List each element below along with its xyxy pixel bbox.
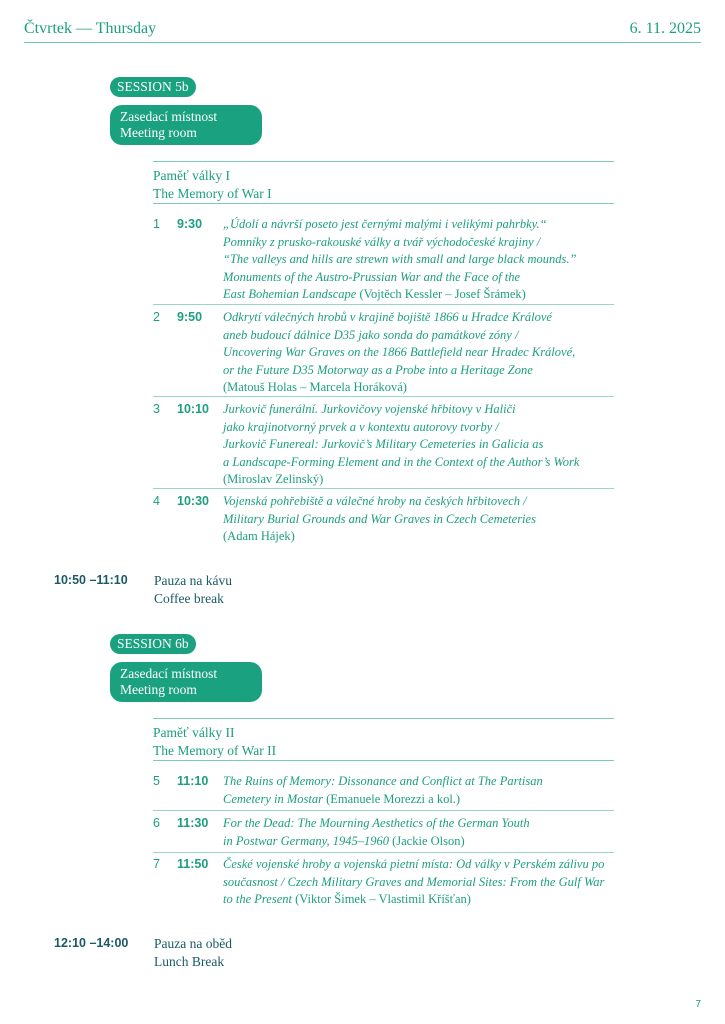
talk-title: Jurkovič funerální. Jurkovičovy vojenské hřbitovy v Haliči jako krajinotvorný prvek a v kontextu autorovy tvorby / Jurkovič Funereal: Jurkovič’s Military Cemeteries in Galicia as a Landscape-Forming Element and in the Context of the Author’s Work — [223, 402, 580, 469]
talk-number: 2 — [153, 310, 160, 324]
talk-title: Vojenská pohřebiště a válečné hroby na českých hřbitovech / Military Burial Grounds and War Graves in Czech Cemeteries — [223, 494, 536, 526]
break-label: Pauza na oběd Lunch Break — [154, 936, 232, 969]
divider — [153, 488, 614, 489]
break-label: Pauza na kávu Coffee break — [154, 573, 232, 606]
session-6b-badge: SESSION 6b — [110, 634, 196, 654]
talk-5 — [153, 773, 653, 809]
talk-number: 7 — [153, 857, 160, 871]
talk-number: 4 — [153, 494, 160, 508]
divider — [153, 396, 614, 397]
divider — [153, 304, 614, 305]
talk-number: 5 — [153, 774, 160, 788]
session-6b-title: Paměť války II The Memory of War II — [153, 718, 614, 761]
talk-title: The Ruins of Memory: Dissonance and Conflict at The Partisan Cemetery in Mostar — [223, 774, 543, 806]
talk-authors: (Viktor Šimek – Vlastimil Kříšťan) — [291, 892, 471, 906]
session-5b-title: Paměť války I The Memory of War I — [153, 161, 614, 204]
lunch-break — [54, 936, 454, 972]
talk-authors: (Miroslav Zelinský) — [223, 472, 324, 486]
talk-3 — [153, 401, 653, 487]
talk-1 — [153, 216, 653, 304]
header-day: Čtvrtek — Thursday — [24, 20, 157, 37]
break-time: 10:50 –11:10 — [54, 573, 128, 587]
talk-authors: (Jackie Olson) — [388, 833, 465, 848]
page-number: 7 — [695, 999, 701, 1010]
break-time: 12:10 –14:00 — [54, 936, 129, 950]
talk-number: 1 — [153, 217, 160, 231]
session-5b-badge: SESSION 5b — [110, 77, 196, 97]
talk-authors: (Emanuele Morezzi a kol.) — [322, 791, 461, 806]
talk-2 — [153, 309, 653, 395]
talk-time: 10:10 — [177, 402, 209, 416]
talk-title: Odkrytí válečných hrobů v krajině bojiště 1866 u Hradce Králové aneb budoucí dálnice D35 jako sonda do památkové zóny / Uncovering War Graves on the 1866 Battlefield near Hradec Králové, or the Future D35 Motorway as a Probe into a Heritage Zone — [223, 310, 576, 377]
divider — [153, 852, 614, 853]
talk-title: For the Dead: The Mourning Aesthetics of the German Youth in Postwar Germany, 1945–1960 — [223, 816, 530, 848]
talk-authors: (Vojtěch Kessler – Josef Šrámek) — [356, 287, 526, 301]
talk-6 — [153, 815, 653, 851]
page-header — [24, 20, 701, 43]
talk-number: 3 — [153, 402, 160, 416]
talk-title: „Údolí a návrší poseto jest černými malými i velikými pahrbky.“ Pomníky z prusko-rakouské války a tvář východočeské krajiny / “The valleys and hills are strewn with small and large black mounds.” Monuments of the Austro-Prussian War and the Face of the East Bohemian Landscape — [223, 217, 577, 301]
talk-7 — [153, 856, 653, 910]
talk-time: 11:10 — [177, 774, 209, 788]
session-5b-room: Zasedací místnost Meeting room — [110, 105, 262, 145]
session-6b-room: Zasedací místnost Meeting room — [110, 662, 262, 702]
talk-time: 11:30 — [177, 816, 209, 830]
talk-4 — [153, 493, 653, 545]
talk-time: 9:50 — [177, 310, 203, 324]
talk-time: 10:30 — [177, 494, 209, 508]
talk-authors: (Matouš Holas – Marcela Horáková) — [223, 380, 407, 394]
header-date: 6. 11. 2025 — [629, 20, 701, 37]
coffee-break — [54, 573, 454, 609]
talk-time: 9:30 — [177, 217, 203, 231]
talk-title: České vojenské hroby a vojenská pietní místa: Od války v Perském zálivu po současnost / Czech Military Graves and Memorial Sites: From the Gulf War to the Present — [223, 857, 605, 906]
talk-time: 11:50 — [177, 857, 209, 871]
talk-number: 6 — [153, 816, 160, 830]
divider — [153, 810, 614, 811]
talk-authors: (Adam Hájek) — [223, 529, 295, 543]
